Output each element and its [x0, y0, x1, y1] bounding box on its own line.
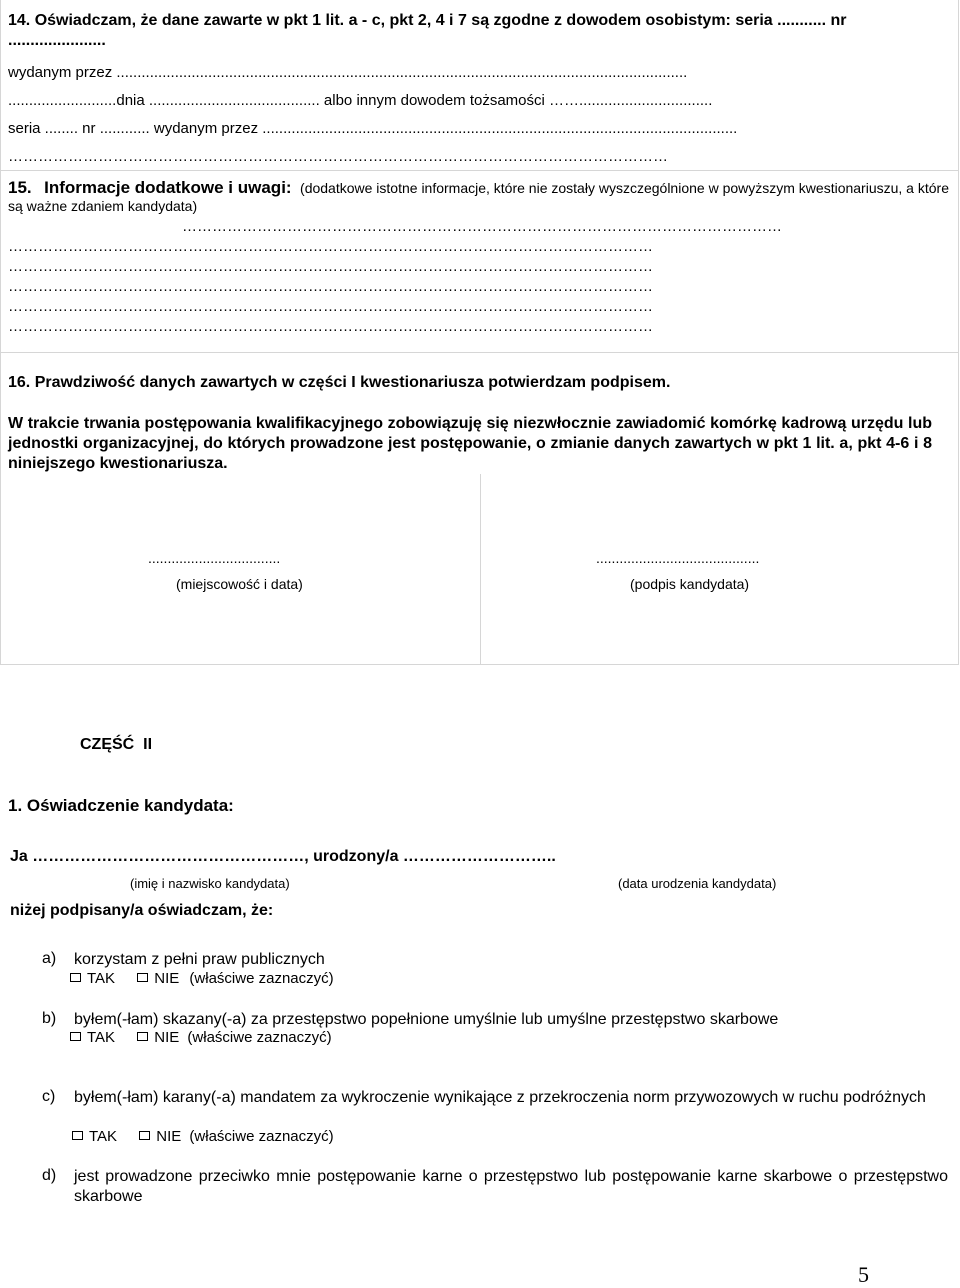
item-b-options [70, 1029, 332, 1046]
option-note: (właściwe zaznaczyć) [189, 1128, 334, 1145]
section-15-header [8, 178, 949, 198]
section-15-dots-2: ………………………………………………………………………………………………………………… [8, 238, 653, 255]
signature-cell-divider [480, 474, 481, 664]
place-date-label: (miejscowość i data) [176, 576, 303, 592]
option-note: (właściwe zaznaczyć) [189, 970, 334, 987]
option-nie-label: NIE [154, 1029, 180, 1046]
section-15-number: 15. [8, 178, 32, 197]
section-14-line1: 14. Oświadczam, że dane zawarte w pkt 1 lit. a - c, pkt 2, 4 i 7 są zgodne z dowodem osobistym: seria ........... nr [8, 12, 847, 29]
option-note: (właściwe zaznaczyć) [187, 1029, 332, 1046]
table-row-divider [0, 664, 959, 665]
item-b-text: byłem(-łam) skazany(-a) za przestępstwo popełnione umyślnie lub umyślne przestępstwo skarbowe [74, 1011, 779, 1028]
section-14-line3: wydanym przez ......................................................................................................................................... [8, 64, 688, 81]
item-b-letter: b) [42, 1010, 57, 1027]
page-number: 5 [858, 1262, 869, 1287]
checkbox-tak[interactable] [70, 973, 81, 982]
item-a-letter: a) [42, 950, 57, 967]
section-15-dots-6: ………………………………………………………………………………………………………………… [8, 318, 653, 335]
signature-label: (podpis kandydata) [630, 576, 750, 592]
birth-date-hint: (data urodzenia kandydata) [618, 876, 777, 891]
option-nie-label: NIE [156, 1128, 182, 1145]
section-15-dots-3: ………………………………………………………………………………………………………………… [8, 258, 653, 275]
checkbox-nie[interactable] [139, 1131, 150, 1140]
item-a-options [70, 970, 334, 987]
table-border-right [958, 0, 959, 665]
item-d-text: jest prowadzone przeciwko mnie postępowanie karne o przestępstwo lub postępowanie karne skarbowe o przestępstwo skarbowe [74, 1168, 948, 1205]
table-border-left [0, 0, 1, 665]
section-14-line5: seria ........ nr ............ wydanym przez .................................................................................................................. [8, 120, 738, 137]
checkbox-nie[interactable] [137, 973, 148, 982]
item-a-text: korzystam z pełni praw publicznych [74, 951, 325, 968]
section-14-line4: ..........................dnia ......................................... albo innym dowodem tożsamości ……................................ [8, 92, 713, 109]
section-15-dots-1: ………………………………………………………………………………………………………… [182, 218, 782, 235]
table-row-divider [0, 170, 959, 171]
part-2-title: CZĘŚĆ II [80, 736, 153, 753]
section-15-dots-4: ………………………………………………………………………………………………………………… [8, 278, 653, 295]
item-d-letter: d) [42, 1167, 57, 1184]
section-15-dots-5: ………………………………………………………………………………………………………………… [8, 298, 653, 315]
table-row-divider [0, 352, 959, 353]
checkbox-tak[interactable] [70, 1032, 81, 1041]
option-tak-label: TAK [87, 1029, 116, 1046]
option-nie-label: NIE [154, 970, 180, 987]
item-c-options [72, 1128, 334, 1145]
section-15-desc-line1: (dodatkowe istotne informacje, które nie zostały wyszczególnione w powyższym kwestionariuszu, a które [300, 180, 949, 196]
option-tak-label: TAK [89, 1128, 118, 1145]
item-c-letter: c) [42, 1088, 56, 1105]
section-15-desc-line2: są ważne zdaniem kandydata) [8, 198, 198, 214]
section-14-line2: ...................... [8, 32, 106, 49]
declaration-text: niżej podpisany/a oświadczam, że: [10, 902, 274, 919]
section-16-paragraph: W trakcie trwania postępowania kwalifikacyjnego zobowiązuję się niezwłocznie zawiadomić komórkę kadrową urzędu lub jednostki organizacyjnej, do których prowadzone jest postępowanie, o zmianie danych zawartych w pkt 1 lit. a, pkt 4-6 i 8 niniejszego kwestionariusza. [8, 415, 932, 472]
section-16-heading: 16. Prawdziwość danych zawartych w części I kwestionariusza potwierdzam podpisem. [8, 374, 671, 391]
section-15-title: Informacje dodatkowe i uwagi: [44, 178, 292, 197]
option-tak-label: TAK [87, 970, 116, 987]
item-c-text: byłem(-łam) karany(-a) mandatem za wykroczenie wynikające z przekroczenia norm przywozowych w ruchu podróżnych [74, 1089, 926, 1106]
signature-dots: .......................................... [596, 550, 760, 566]
section-14-dots: …………………………………………………………………………………………………………………… [8, 148, 668, 165]
name-hint: (imię i nazwisko kandydata) [130, 876, 290, 891]
statement-heading: 1. Oświadczenie kandydata: [8, 796, 234, 815]
checkbox-tak[interactable] [72, 1131, 83, 1140]
place-dots: .................................. [148, 550, 281, 566]
ja-line: Ja ……………………………………………, urodzony/a ……………………….. [10, 848, 556, 865]
checkbox-nie[interactable] [137, 1032, 148, 1041]
